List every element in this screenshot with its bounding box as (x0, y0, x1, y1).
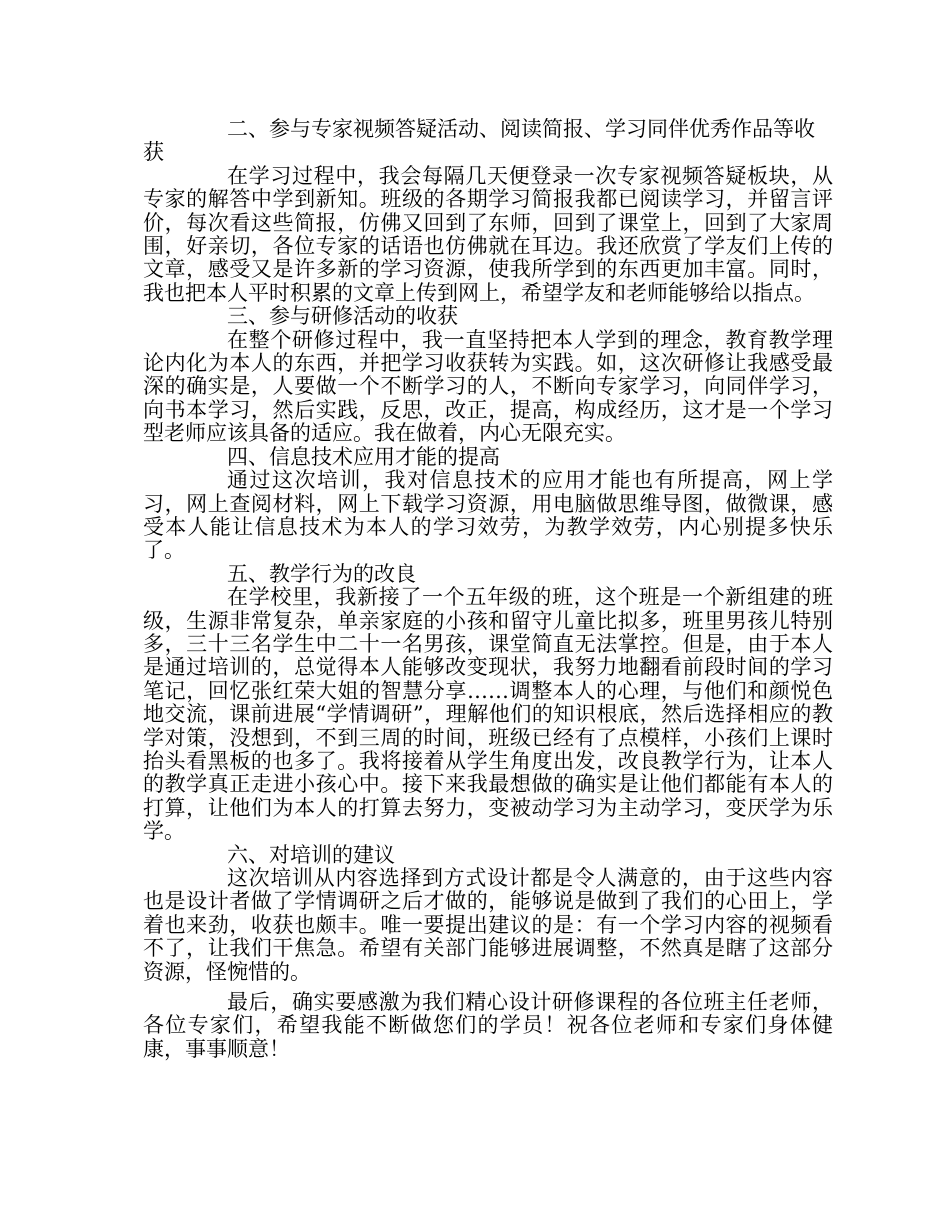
section-heading-5: 五、教学行为的改良 (227, 561, 416, 586)
document-body (143, 118, 833, 1061)
paragraph-it-skills: 通过这次培训，我对信息技术的应用才能也有所提高，网上学习，网上查阅材料，网上下载学习资源，用电脑做思维导图，做微课，感受本人能让信息技术为本人的学习效劳，为教学效劳，内心别提多快乐了。 (143, 468, 833, 563)
section-heading-4: 四、信息技术应用才能的提高 (227, 444, 500, 469)
paragraph-teaching-improvement: 在学校里，我新接了一个五年级的班，这个班是一个新组建的班级，生源非常复杂，单亲家庭的小孩和留守儿童比拟多，班里男孩儿特别多，三十三名学生中二十一名男孩，课堂简直无法掌控。但是，由于本人是通过培训的，总觉得本人能够改变现状，我努力地翻看前段时间的学习笔记，回忆张红荣大姐的智慧分享……调整本人的心理，与他们和颜悦色地交流，课前进展“学情调研”，理解他们的知识根底，然后选择相应的教学对策，没想到，不到三周的时间，班级已经有了点模样，小孩们上课时抬头看黑板的也多了。我将接着从学生角度出发，改良教学行为，让本人的教学真正走进小孩心中。接下来我最想做的确实是让他们都能有本人的打算，让他们为本人的打算去努力，变被动学习为主动学习，变厌学为乐学。 (143, 585, 833, 844)
section-heading-6: 六、对培训的建议 (227, 842, 395, 867)
section-heading-3: 三、参与研修活动的收获 (227, 304, 458, 329)
paragraph-expert-qa: 在学习过程中，我会每隔几天便登录一次专家视频答疑板块，从专家的解答中学到新知。班级的各期学习简报我都已阅读学习，并留言评价，每次看这些简报，仿佛又回到了东师，回到了课堂上，回到了大家周围，好亲切，各位专家的话语也仿佛就在耳边。我还欣赏了学友们上传的文章，感受又是许多新的学习资源，使我所学到的东西更加丰富。同时，我也把本人平时积累的文章上传到网上，希望学友和老师能够给以指点。 (143, 163, 833, 305)
paragraph-closing: 最后，确实要感激为我们精心设计研修课程的各位班主任老师，各位专家们，希望我能不断做您们的学员！祝各位老师和专家们身体健康，事事顺意！ (143, 990, 833, 1061)
section-heading-2: 二、参与专家视频答疑活动、阅读简报、学习同伴优秀作品等收获 (143, 117, 815, 165)
paragraph-training-suggestions: 这次培训从内容选择到方式设计都是令人满意的，由于这些内容也是设计者做了学情调研之后才做的，能够说是做到了我们的心田上，学着也来劲，收获也颇丰。唯一要提出建议的是：有一个学习内容的视频看不了，让我们干焦急。希望有关部门能够进展调整，不然真是瞎了这部分资源，怪惋惜的。 (143, 866, 833, 984)
paragraph-research-gains: 在整个研修过程中，我一直坚持把本人学到的理念，教育教学理论内化为本人的东西，并把学习收获转为实践。如，这次研修让我感受最深的确实是，人要做一个不断学习的人，不断向专家学习，向同伴学习，向书本学习，然后实践，反思，改正，提高，构成经历，这才是一个学习型老师应该具备的适应。我在做着，内心无限充实。 (143, 327, 833, 446)
